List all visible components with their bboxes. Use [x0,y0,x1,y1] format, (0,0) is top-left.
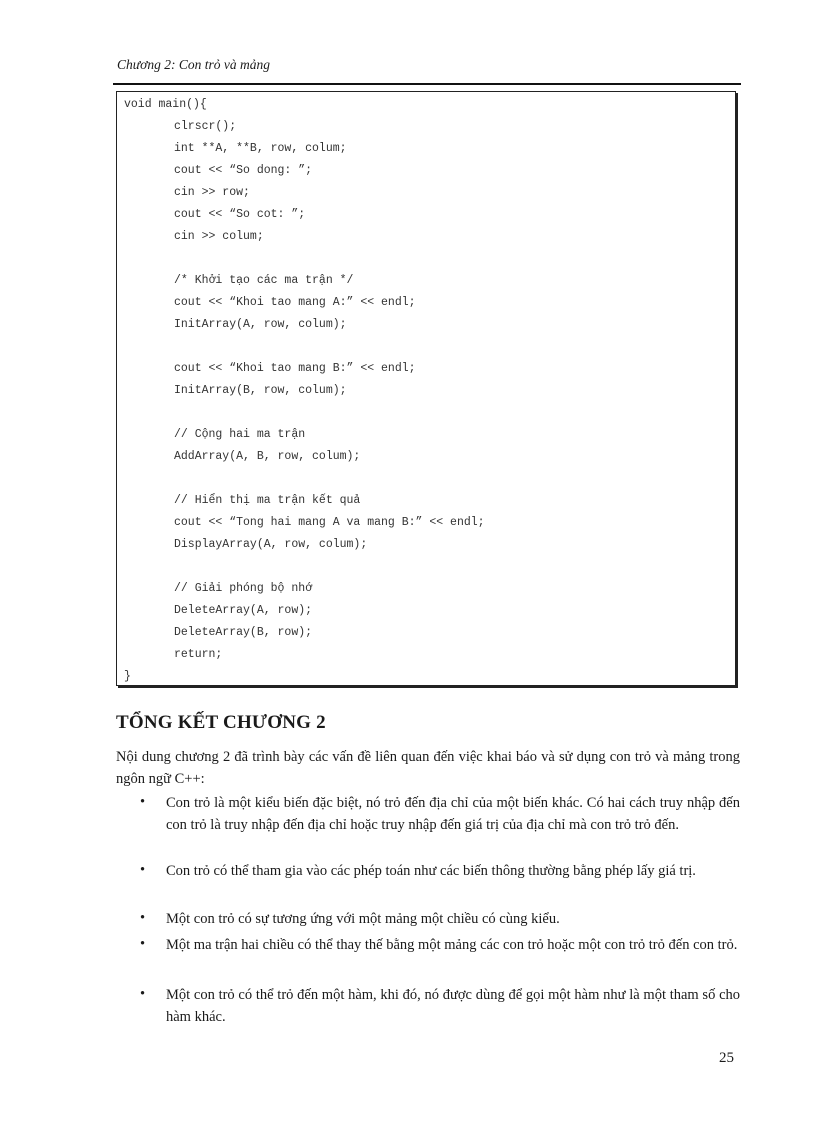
code-line: // Cộng hai ma trận [174,428,306,441]
bullet-marker: • [140,794,146,810]
code-line: DeleteArray(A, row); [174,604,313,617]
code-line: cout << “So dong: ”; [174,164,313,177]
code-line: cout << “Tong hai mang A va mang B:” << endl; [174,516,485,529]
code-line: int **A, **B, row, colum; [174,142,347,155]
bullet-marker: • [140,910,146,926]
header-divider [113,83,741,85]
code-line: /* Khởi tạo các ma trận */ [174,274,354,287]
code-line: DeleteArray(B, row); [174,626,313,639]
page-number: 25 [719,1050,734,1066]
code-line: InitArray(B, row, colum); [174,384,347,397]
list-item: Con trỏ có thể tham gia vào các phép toán như các biến thông thường bằng phép lấy giá trị. [166,863,696,879]
code-line: void main(){ [124,98,207,111]
code-line: return; [174,648,223,661]
code-line: cout << “So cot: ”; [174,208,306,221]
bullet-marker: • [140,936,146,952]
list-item: Một con trỏ có thể trỏ đến một hàm, khi đó, nó được dùng để gọi một hàm như là một tham số cho hàm khác. [166,987,740,1025]
list-item: Con trỏ là một kiểu biến đặc biệt, nó trỏ đến địa chỉ của một biến khác. Có hai cách truy nhập đến con trỏ là truy nhập đến địa chỉ hoặc truy nhập đến giá trị của địa chỉ mà con trỏ trỏ đến. [166,795,740,833]
chapter-header: Chương 2: Con trỏ và mảng [117,57,270,72]
list-item: Một con trỏ có sự tương ứng với một mảng một chiều có cùng kiểu. [166,911,560,927]
bullet-marker: • [140,862,146,878]
code-block [116,91,736,686]
section-title: TỔNG KẾT CHƯƠNG 2 [116,712,326,733]
code-line: AddArray(A, B, row, colum); [174,450,361,463]
code-line: // Giải phóng bộ nhớ [174,582,313,595]
summary-intro: Nội dung chương 2 đã trình bày các vấn đề liên quan đến việc khai báo và sử dụng con trỏ và mảng trong ngôn ngữ C++: [116,749,740,787]
bullet-marker: • [140,986,146,1002]
code-line: clrscr(); [174,120,237,133]
code-line: cin >> row; [174,186,250,199]
code-line: cin >> colum; [174,230,264,243]
list-item: Một ma trận hai chiều có thể thay thế bằng một mảng các con trỏ hoặc một con trỏ trỏ đến con trỏ. [166,937,738,953]
code-line: // Hiển thị ma trận kết quả [174,494,361,507]
code-line: cout << “Khoi tao mang B:” << endl; [174,362,416,375]
code-line: } [124,670,131,683]
code-line: cout << “Khoi tao mang A:” << endl; [174,296,416,309]
code-line: InitArray(A, row, colum); [174,318,347,331]
code-line: DisplayArray(A, row, colum); [174,538,368,551]
